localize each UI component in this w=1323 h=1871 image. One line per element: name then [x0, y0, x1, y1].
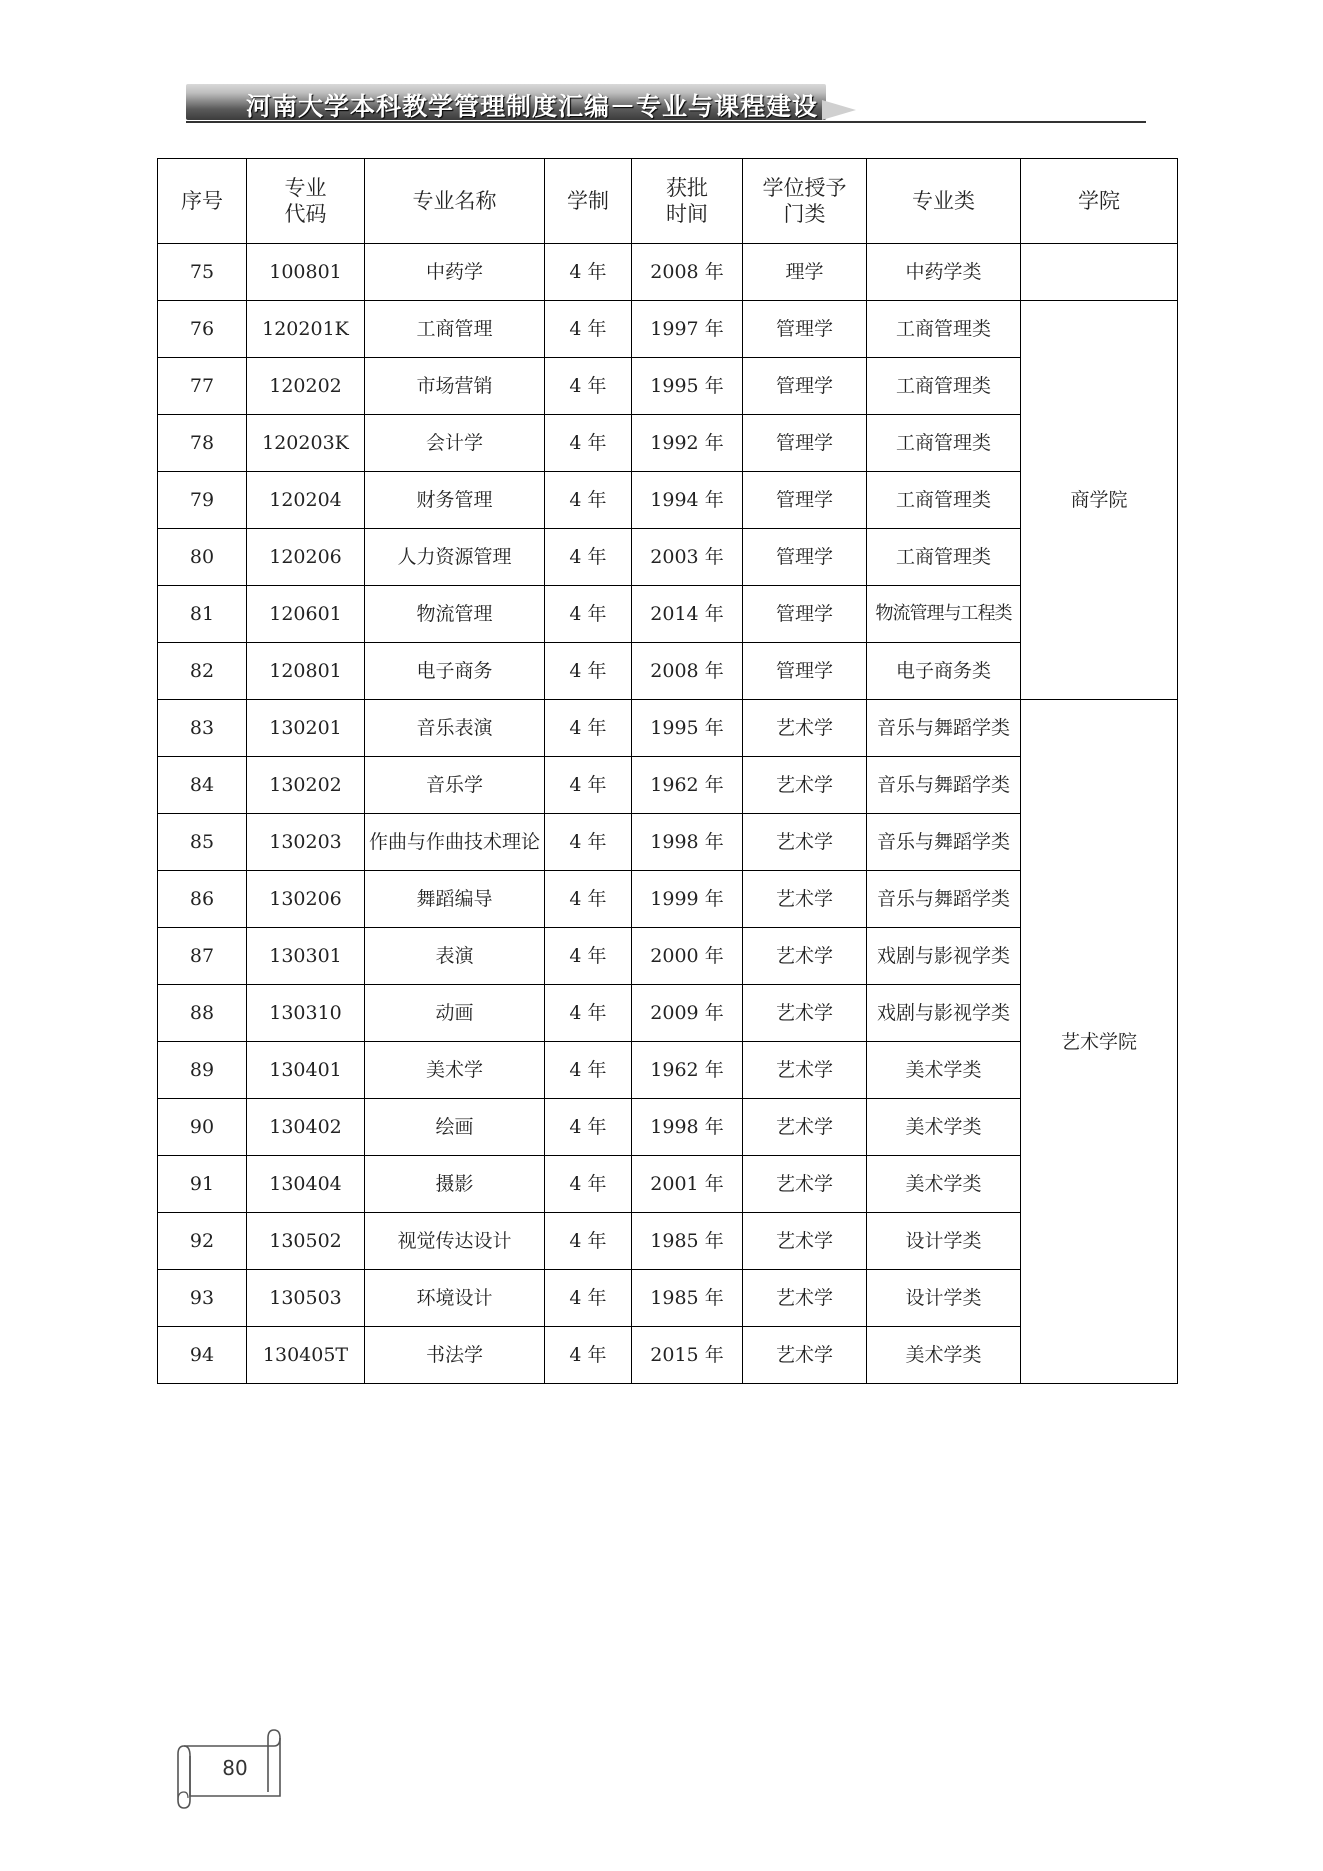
cell-approval-year: 2001 年 — [632, 1156, 743, 1213]
cell-name: 美术学 — [365, 1042, 545, 1099]
cell-degree: 管理学 — [743, 301, 867, 358]
cell-name: 动画 — [365, 985, 545, 1042]
header-cell-index: 序号 — [158, 159, 247, 244]
cell-college: 艺术学院 — [1021, 700, 1178, 1384]
cell-index: 94 — [158, 1327, 247, 1384]
cell-index: 83 — [158, 700, 247, 757]
cell-name: 会计学 — [365, 415, 545, 472]
table-row — [158, 244, 1178, 301]
cell-approval-year: 1985 年 — [632, 1213, 743, 1270]
cell-code: 130402 — [247, 1099, 365, 1156]
cell-index: 82 — [158, 643, 247, 700]
cell-name: 物流管理 — [365, 586, 545, 643]
cell-college — [1021, 244, 1178, 301]
cell-approval-year: 1962 年 — [632, 1042, 743, 1099]
cell-approval-year: 2015 年 — [632, 1327, 743, 1384]
cell-duration: 4 年 — [545, 1156, 632, 1213]
cell-degree: 管理学 — [743, 586, 867, 643]
cell-category: 美术学类 — [867, 1042, 1021, 1099]
cell-name: 表演 — [365, 928, 545, 985]
cell-approval-year: 2008 年 — [632, 643, 743, 700]
cell-category: 工商管理类 — [867, 472, 1021, 529]
cell-code: 120204 — [247, 472, 365, 529]
header-cell-category: 专业类 — [867, 159, 1021, 244]
cell-duration: 4 年 — [545, 700, 632, 757]
cell-index: 89 — [158, 1042, 247, 1099]
header-cell-duration: 学制 — [545, 159, 632, 244]
cell-index: 92 — [158, 1213, 247, 1270]
cell-approval-year: 1994 年 — [632, 472, 743, 529]
cell-category: 美术学类 — [867, 1099, 1021, 1156]
cell-duration: 4 年 — [545, 586, 632, 643]
cell-code: 120201K — [247, 301, 365, 358]
table-body — [158, 244, 1178, 1384]
cell-category: 音乐与舞蹈学类 — [867, 757, 1021, 814]
cell-name: 市场营销 — [365, 358, 545, 415]
cell-name: 作曲与作曲技术理论 — [365, 814, 545, 871]
cell-approval-year: 2009 年 — [632, 985, 743, 1042]
cell-duration: 4 年 — [545, 643, 632, 700]
cell-duration: 4 年 — [545, 358, 632, 415]
cell-name: 舞蹈编导 — [365, 871, 545, 928]
cell-name: 音乐学 — [365, 757, 545, 814]
cell-code: 130301 — [247, 928, 365, 985]
cell-category: 设计学类 — [867, 1270, 1021, 1327]
cell-name: 环境设计 — [365, 1270, 545, 1327]
cell-code: 130201 — [247, 700, 365, 757]
cell-degree: 艺术学 — [743, 1327, 867, 1384]
cell-index: 91 — [158, 1156, 247, 1213]
table-header-row — [158, 159, 1178, 244]
cell-category: 音乐与舞蹈学类 — [867, 814, 1021, 871]
cell-degree: 管理学 — [743, 643, 867, 700]
cell-category: 美术学类 — [867, 1327, 1021, 1384]
cell-index: 85 — [158, 814, 247, 871]
cell-duration: 4 年 — [545, 871, 632, 928]
cell-code: 120601 — [247, 586, 365, 643]
page-number: 80 — [222, 1756, 248, 1780]
cell-duration: 4 年 — [545, 985, 632, 1042]
cell-code: 130401 — [247, 1042, 365, 1099]
cell-index: 88 — [158, 985, 247, 1042]
cell-degree: 理学 — [743, 244, 867, 301]
cell-category: 工商管理类 — [867, 415, 1021, 472]
cell-degree: 管理学 — [743, 529, 867, 586]
cell-category: 戏剧与影视学类 — [867, 985, 1021, 1042]
cell-name: 视觉传达设计 — [365, 1213, 545, 1270]
cell-approval-year: 1962 年 — [632, 757, 743, 814]
cell-code: 130203 — [247, 814, 365, 871]
cell-approval-year: 1995 年 — [632, 700, 743, 757]
cell-category: 音乐与舞蹈学类 — [867, 871, 1021, 928]
cell-duration: 4 年 — [545, 1327, 632, 1384]
cell-name: 人力资源管理 — [365, 529, 545, 586]
cell-category: 物流管理与工程类 — [867, 586, 1021, 643]
cell-degree: 管理学 — [743, 472, 867, 529]
cell-name: 电子商务 — [365, 643, 545, 700]
cell-code: 130206 — [247, 871, 365, 928]
cell-category: 音乐与舞蹈学类 — [867, 700, 1021, 757]
cell-degree: 艺术学 — [743, 1042, 867, 1099]
cell-approval-year: 2014 年 — [632, 586, 743, 643]
cell-duration: 4 年 — [545, 814, 632, 871]
cell-approval-year: 1999 年 — [632, 871, 743, 928]
cell-index: 79 — [158, 472, 247, 529]
cell-degree: 艺术学 — [743, 1270, 867, 1327]
cell-code: 130503 — [247, 1270, 365, 1327]
cell-index: 77 — [158, 358, 247, 415]
cell-code: 130502 — [247, 1213, 365, 1270]
header-title: 河南大学本科教学管理制度汇编－专业与课程建设 — [246, 92, 819, 121]
cell-approval-year: 1998 年 — [632, 1099, 743, 1156]
cell-code: 120203K — [247, 415, 365, 472]
header-cell-approval-year: 获批 时间 — [632, 159, 743, 244]
cell-index: 81 — [158, 586, 247, 643]
cell-duration: 4 年 — [545, 244, 632, 301]
cell-index: 90 — [158, 1099, 247, 1156]
cell-name: 中药学 — [365, 244, 545, 301]
cell-approval-year: 1998 年 — [632, 814, 743, 871]
cell-code: 130404 — [247, 1156, 365, 1213]
cell-category: 美术学类 — [867, 1156, 1021, 1213]
cell-duration: 4 年 — [545, 1270, 632, 1327]
cell-category: 工商管理类 — [867, 529, 1021, 586]
cell-name: 音乐表演 — [365, 700, 545, 757]
cell-duration: 4 年 — [545, 1213, 632, 1270]
cell-degree: 艺术学 — [743, 985, 867, 1042]
cell-degree: 艺术学 — [743, 757, 867, 814]
cell-code: 100801 — [247, 244, 365, 301]
cell-degree: 艺术学 — [743, 1213, 867, 1270]
cell-approval-year: 1995 年 — [632, 358, 743, 415]
cell-approval-year: 1992 年 — [632, 415, 743, 472]
header-cell-degree: 学位授予 门类 — [743, 159, 867, 244]
cell-duration: 4 年 — [545, 529, 632, 586]
cell-category: 电子商务类 — [867, 643, 1021, 700]
cell-category: 设计学类 — [867, 1213, 1021, 1270]
header-rule — [186, 121, 1146, 123]
cell-approval-year: 1997 年 — [632, 301, 743, 358]
cell-approval-year: 1985 年 — [632, 1270, 743, 1327]
cell-code: 130310 — [247, 985, 365, 1042]
page-header — [186, 84, 1146, 124]
table-row — [158, 301, 1178, 358]
cell-duration: 4 年 — [545, 415, 632, 472]
cell-code: 130202 — [247, 757, 365, 814]
cell-index: 86 — [158, 871, 247, 928]
cell-category: 中药学类 — [867, 244, 1021, 301]
header-cell-name: 专业名称 — [365, 159, 545, 244]
cell-index: 87 — [158, 928, 247, 985]
cell-name: 工商管理 — [365, 301, 545, 358]
cell-degree: 艺术学 — [743, 928, 867, 985]
cell-code: 130405T — [247, 1327, 365, 1384]
cell-degree: 艺术学 — [743, 700, 867, 757]
cell-degree: 艺术学 — [743, 1099, 867, 1156]
cell-duration: 4 年 — [545, 301, 632, 358]
cell-name: 书法学 — [365, 1327, 545, 1384]
cell-name: 财务管理 — [365, 472, 545, 529]
majors-table — [157, 158, 1178, 1384]
cell-duration: 4 年 — [545, 757, 632, 814]
cell-index: 80 — [158, 529, 247, 586]
cell-code: 120202 — [247, 358, 365, 415]
cell-category: 戏剧与影视学类 — [867, 928, 1021, 985]
cell-code: 120801 — [247, 643, 365, 700]
cell-degree: 管理学 — [743, 415, 867, 472]
cell-index: 76 — [158, 301, 247, 358]
cell-category: 工商管理类 — [867, 301, 1021, 358]
cell-approval-year: 2000 年 — [632, 928, 743, 985]
cell-approval-year: 2008 年 — [632, 244, 743, 301]
cell-code: 120206 — [247, 529, 365, 586]
cell-duration: 4 年 — [545, 472, 632, 529]
cell-college: 商学院 — [1021, 301, 1178, 700]
cell-approval-year: 2003 年 — [632, 529, 743, 586]
table-row — [158, 700, 1178, 757]
header-cell-code: 专业 代码 — [247, 159, 365, 244]
cell-duration: 4 年 — [545, 1042, 632, 1099]
cell-degree: 管理学 — [743, 358, 867, 415]
cell-duration: 4 年 — [545, 1099, 632, 1156]
header-arrow-decoration — [822, 100, 856, 120]
cell-index: 75 — [158, 244, 247, 301]
cell-index: 78 — [158, 415, 247, 472]
cell-name: 绘画 — [365, 1099, 545, 1156]
cell-duration: 4 年 — [545, 928, 632, 985]
cell-index: 93 — [158, 1270, 247, 1327]
cell-index: 84 — [158, 757, 247, 814]
cell-degree: 艺术学 — [743, 1156, 867, 1213]
cell-name: 摄影 — [365, 1156, 545, 1213]
cell-degree: 艺术学 — [743, 814, 867, 871]
cell-category: 工商管理类 — [867, 358, 1021, 415]
cell-degree: 艺术学 — [743, 871, 867, 928]
header-cell-college: 学院 — [1021, 159, 1178, 244]
